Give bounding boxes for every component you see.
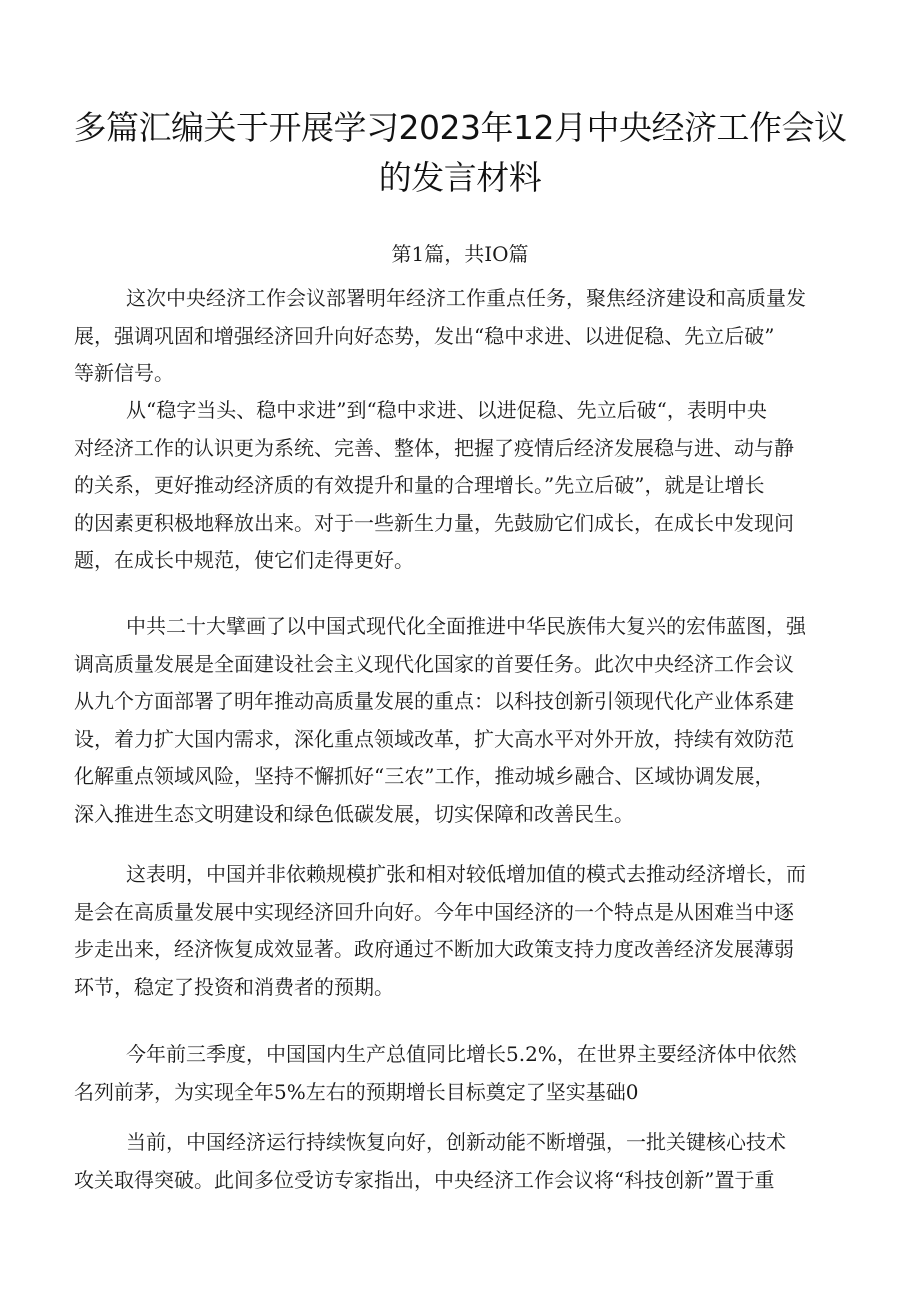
text-line: 等新信号。 — [74, 361, 174, 385]
title-line-1: 多篇汇编关于开展学习2023年12月中央经济工作会议 — [73, 108, 847, 147]
text-line: 调高质量发展是全面建设社会主义现代化国家的首要任务。此次中央经济工作会议 — [74, 651, 794, 676]
text-line: 的关系，更好推动经济质的有效提升和量的合理增长。”先立后破”，就是让增长 — [74, 473, 765, 497]
paragraph-2 — [74, 392, 854, 580]
text-line: 从九个方面部署了明年推动高质量发展的重点：以科技创新引领现代化产业体系建 — [74, 689, 794, 713]
text-line: 设，着力扩大国内需求，深化重点领域改革，扩大高水平对外开放，持续有效防范 — [74, 726, 794, 751]
text-line: 化解重点领域风险，坚持不懈抓好“三农”工作，推动城乡融合、区域协调发展， — [74, 764, 775, 788]
text-line: 名列前茅，为实现全年5%左右的预期增长目标奠定了坚实基础0 — [74, 1079, 639, 1104]
section-subtitle: 第1篇，共IO篇 — [391, 242, 529, 266]
paragraph-3 — [74, 608, 854, 833]
text-line: 题，在成长中规范，使它们走得更好。 — [74, 548, 414, 572]
text-line: 今年前三季度，中国国内生产总值同比增长5.2%，在世界主要经济体中依然 — [126, 1042, 797, 1066]
text-line: 这表明，中国并非依赖规模扩张和相对较低增加值的模式去推动经济增长，而 — [126, 862, 806, 886]
text-line: 当前，中国经济运行持续恢复向好，创新动能不断增强，一批关键核心技术 — [126, 1130, 786, 1154]
title-line-2: 的发言材料 — [378, 158, 542, 197]
paragraph-6 — [74, 1124, 854, 1199]
text-line: 深入推进生态文明建设和绿色低碳发展，切实保障和改善民生。 — [74, 801, 634, 826]
text-line: 攻关取得突破。此间多位受访专家指出，中央经济工作会议将“科技创新”置于重 — [74, 1167, 775, 1192]
text-line: 对经济工作的认识更为系统、完善、整体，把握了疫情后经济发展稳与进、动与静 — [74, 435, 794, 460]
text-line: 这次中央经济工作会议部署明年经济工作重点任务，聚焦经济建设和高质量发 — [126, 286, 806, 310]
paragraph-4 — [74, 856, 854, 1006]
document-title — [60, 103, 860, 203]
text-line: 环节，稳定了投资和消费者的预期。 — [74, 974, 394, 999]
text-line: 从“稳字当头、稳中求进”到“稳中求进、以进促稳、先立后破“，表明中央 — [126, 398, 767, 422]
text-line: 的因素更积极地释放出来。对于一些新生力量，先鼓励它们成长，在成长中发现问 — [74, 510, 794, 535]
paragraph-1 — [74, 280, 854, 393]
text-line: 中共二十大擘画了以中国式现代化全面推进中华民族伟大复兴的宏伟蓝图，强 — [126, 614, 806, 638]
paragraph-5 — [74, 1036, 854, 1111]
text-line: 步走出来，经济恢复成效显著。政府通过不断加大政策支持力度改善经济发展薄弱 — [74, 937, 794, 961]
text-line: 是会在高质量发展中实现经济回升向好。今年中国经济的一个特点是从困难当中逐 — [74, 899, 794, 924]
text-line: 展，强调巩固和增强经济回升向好态势，发出“稳中求进、以进促稳、先立后破” — [74, 323, 775, 348]
